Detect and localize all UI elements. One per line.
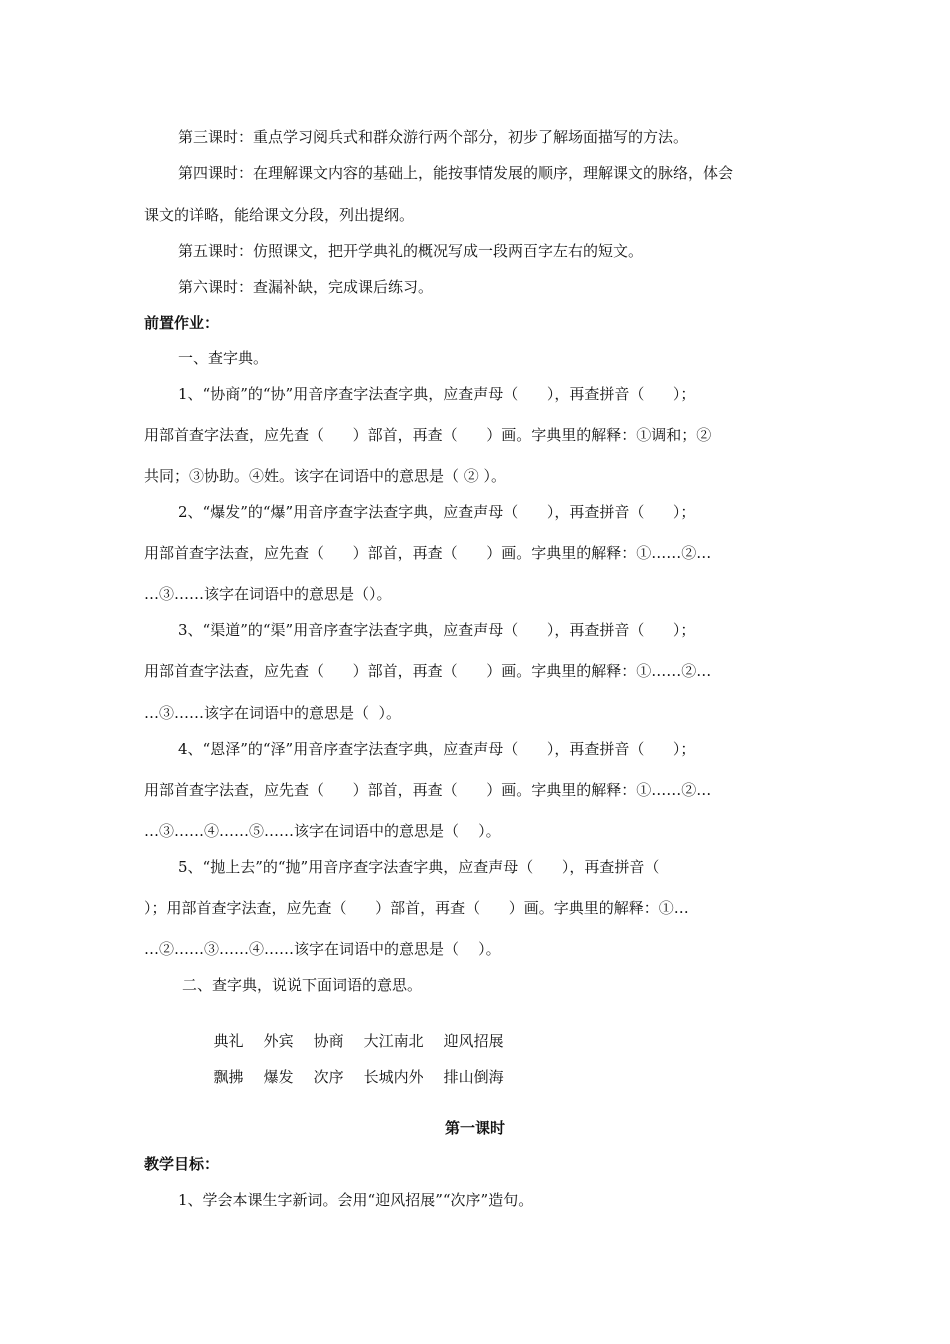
q4-line1: 4、“恩泽”的“泽”用音序查字法查字典，应查声母（ ），再查拼音（ ）； bbox=[178, 740, 696, 758]
q4-line3: …③……④……⑤……该字在词语中的意思是（ ）。 bbox=[144, 822, 501, 840]
goal-1: 1、学会本课生字新词。会用“迎风招展”“次序”造句。 bbox=[178, 1191, 534, 1209]
word-item: 爆发 bbox=[263, 1068, 294, 1086]
q1-line3: 共同；③协助。④姓。该字在词语中的意思是（ ② ）。 bbox=[144, 467, 507, 485]
schedule-lesson3: 第三课时：重点学习阅兵式和群众游行两个部分，初步了解场面描写的方法。 bbox=[178, 128, 689, 146]
word-item: 迎风招展 bbox=[443, 1032, 504, 1050]
schedule-lesson4-line2: 课文的详略，能给课文分段，列出提纲。 bbox=[144, 206, 415, 224]
word-item: 协商 bbox=[313, 1032, 344, 1050]
q3-line2: 用部首查字法查，应先查（ ）部首，再查（ ）画。字典里的解释：①……②… bbox=[144, 662, 712, 680]
q1-line1: 1、“协商”的“协”用音序查字法查字典，应查声母（ ），再查拼音（ ）； bbox=[178, 385, 696, 403]
q5-line3: …②……③……④……该字在词语中的意思是（ ）。 bbox=[144, 940, 501, 958]
word-item: 长城内外 bbox=[363, 1068, 424, 1086]
q5-line1: 5、“抛上去”的“抛”用音序查字法查字典，应查声母（ ），再查拼音（ bbox=[178, 858, 660, 876]
prework-heading: 前置作业： bbox=[144, 314, 220, 332]
q3-line1: 3、“渠道”的“渠”用音序查字法查字典，应查声母（ ），再查拼音（ ）； bbox=[178, 621, 696, 639]
q2-line1: 2、“爆发”的“爆”用音序查字法查字典，应查声母（ ），再查拼音（ ）； bbox=[178, 503, 696, 521]
word-item: 典礼 bbox=[213, 1032, 244, 1050]
word-item: 排山倒海 bbox=[443, 1068, 504, 1086]
q1-line2: 用部首查字法查，应先查（ ）部首，再查（ ）画。字典里的解释：①调和；② bbox=[144, 426, 712, 444]
goals-heading: 教学目标： bbox=[144, 1155, 220, 1173]
part2-title: 二、查字典，说说下面词语的意思。 bbox=[182, 976, 423, 994]
schedule-lesson4-line1: 第四课时：在理解课文内容的基础上，能按事情发展的顺序，理解课文的脉络，体会 bbox=[178, 164, 734, 182]
word-row-2 bbox=[204, 1047, 524, 1087]
word-item: 次序 bbox=[313, 1068, 344, 1086]
word-item: 外宾 bbox=[263, 1032, 294, 1050]
q2-line3: …③……该字在词语中的意思是（）。 bbox=[144, 585, 392, 603]
word-item: 大江南北 bbox=[363, 1032, 424, 1050]
schedule-lesson6: 第六课时：查漏补缺，完成课后练习。 bbox=[178, 278, 434, 296]
word-item: 飘拂 bbox=[213, 1068, 244, 1086]
part1-title: 一、查字典。 bbox=[178, 349, 269, 367]
q4-line2: 用部首查字法查，应先查（ ）部首，再查（ ）画。字典里的解释：①……②… bbox=[144, 781, 712, 799]
q2-line2: 用部首查字法查，应先查（ ）部首，再查（ ）画。字典里的解释：①……②… bbox=[144, 544, 712, 562]
lesson1-title: 第一课时 bbox=[444, 1119, 505, 1137]
q3-line3: …③……该字在词语中的意思是（ ）。 bbox=[144, 704, 402, 722]
schedule-lesson5: 第五课时：仿照课文，把开学典礼的概况写成一段两百字左右的短文。 bbox=[178, 242, 644, 260]
q5-line2: ）；用部首查字法查，应先查（ ）部首，再查（ ）画。字典里的解释：①… bbox=[144, 899, 689, 917]
word-row-1 bbox=[204, 1011, 524, 1051]
